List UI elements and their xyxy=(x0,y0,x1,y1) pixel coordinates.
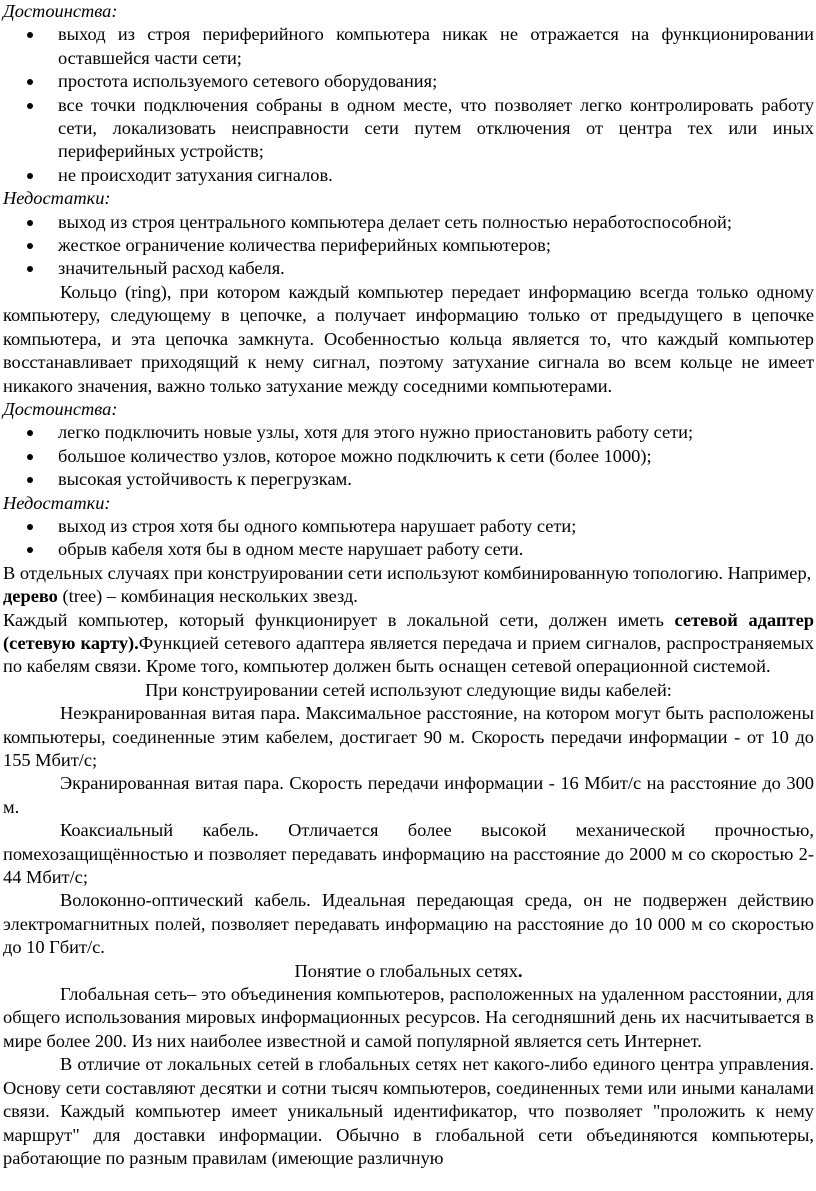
list-item: жесткое ограничение количества периферийных компьютеров; xyxy=(3,234,814,257)
ring-advantages-label: Достоинства: xyxy=(3,398,118,419)
star-advantages-label: Достоинства: xyxy=(3,1,118,21)
list-item: высокая устойчивость к перегрузкам. xyxy=(3,468,814,491)
bullet-icon xyxy=(27,477,33,483)
list-item: выход из строя центрального компьютера делает сеть полностью неработоспособной; xyxy=(3,211,814,234)
bullet-icon xyxy=(27,79,33,85)
bullet-icon xyxy=(27,524,33,530)
bullet-icon xyxy=(27,547,33,553)
global-paragraph: Глобальная сеть– это объединения компьютеров, расположенных на удаленном расстоянии, для общего использования мировых информационных ресурсов. На сегодняшний день их насчитывается в мире более 200. Из них наиболее известной и самой популярной является сеть Интернет. xyxy=(3,984,814,1051)
cables-heading: При конструировании сетей используют следующие виды кабелей: xyxy=(145,679,672,700)
bullet-icon xyxy=(27,266,33,272)
list-item: обрыв кабеля хотя бы в одном месте нарушает работу сети. xyxy=(3,538,814,561)
star-advantages-list xyxy=(3,23,814,187)
star-disadvantages-label: Недостатки: xyxy=(3,188,111,209)
list-item: выход из строя периферийного компьютера никак не отражается на функционировании оставшейся части сети; xyxy=(3,23,814,70)
cable-paragraph: Волоконно-оптический кабель. Идеальная передающая среда, он не подвержен действию электромагнитных полей, позволяет передавать информацию на расстояние до 10 000 м со скоростью до 10 Гбит/с. xyxy=(3,890,814,958)
global-paragraph: В отличие от локальных сетей в глобальных сетях нет какого-либо единого центра управления. Основу сети составляют десятки и сотни тысяч компьютеров, соединенных теми или иными каналами связи. Каждый компьютер имеет уникальный идентификатор, что позволяет "проложить к нему маршрут" для доставки информации. Обычно в глобальной сети объединяются компьютеры, работающие по разным правилам (имеющие различную xyxy=(3,1054,814,1168)
ring-paragraph: Кольцо (ring), при котором каждый компьютер передает информацию всегда только одному компьютеру, следующему в цепочке, а получает информацию только от предыдущего в цепочке компьютера, и эта цепочка замкнута. Особенностью кольца является то, что каждый компьютер восстанавливает приходящий к нему сигнал, поэтому затухание сигнала во всем кольце не имеет никакого значения, важно только затухание между соседними компьютерами. xyxy=(3,281,814,396)
tree-term: дерево xyxy=(3,586,58,607)
bullet-icon xyxy=(27,243,33,249)
bullet-icon xyxy=(27,173,33,179)
ring-disadvantages-list xyxy=(3,515,814,562)
list-item: выход из строя хотя бы одного компьютера нарушает работу сети; xyxy=(3,515,814,538)
bullet-icon xyxy=(27,103,33,109)
list-item: значительный расход кабеля. xyxy=(3,257,814,280)
global-networks-heading: Понятие о глобальных сетях. xyxy=(294,960,523,981)
bullet-icon xyxy=(27,32,33,38)
list-item: не происходит затухания сигналов. xyxy=(3,164,814,187)
list-item: легко подключить новые узлы, хотя для этого нужно приостановить работу сети; xyxy=(3,421,814,444)
cable-paragraph: Коаксиальный кабель. Отличается более высокой механической прочностью, помехозащищённостью и позволяет передавать информацию на расстояние до 2000 м со скоростью 2-44 Мбит/с; xyxy=(3,820,814,888)
bullet-icon xyxy=(27,454,33,460)
network-adapter-term: сетевой адаптер (сетевую карту). xyxy=(3,609,814,653)
cable-paragraph: Экранированная витая пара. Скорость передачи информации - 16 Мбит/с на расстояние до 300 м. xyxy=(3,773,814,817)
star-disadvantages-list xyxy=(3,211,814,281)
list-item: большое количество узлов, которое можно подключить к сети (более 1000); xyxy=(3,445,814,468)
cable-paragraph: Неэкранированная витая пара. Максимальное расстояние, на котором могут быть расположены компьютеры, соединенные этим кабелем, достигает 90 м. Скорость передачи информации - от 10 до 155 Мбит/с; xyxy=(3,703,814,770)
ring-advantages-list xyxy=(3,421,814,491)
combined-topology-paragraph: В отдельных случаях при конструировании сети используют комбинированную топологию. Например, дерево (tree) – комбинация нескольких звезд. xyxy=(3,562,812,607)
list-item: все точки подключения собраны в одном месте, что позволяет легко контролировать работу сети, локализовать неисправности сети путем отключения от центра тех или иных периферийных устройств; xyxy=(3,94,814,164)
ring-disadvantages-label: Недостатки: xyxy=(3,492,111,513)
list-item: простота используемого сетевого оборудования; xyxy=(3,70,814,93)
bullet-icon xyxy=(27,220,33,226)
bullet-icon xyxy=(27,430,33,436)
network-adapter-paragraph: Каждый компьютер, который функционирует в локальной сети, должен иметь сетевой адаптер (сетевую карту).Функцией сетевого адаптера является передача и прием сигналов, распространяемых по кабелям связи. Кроме того, компьютер должен быть оснащен сетевой операционной системой. xyxy=(3,609,814,677)
